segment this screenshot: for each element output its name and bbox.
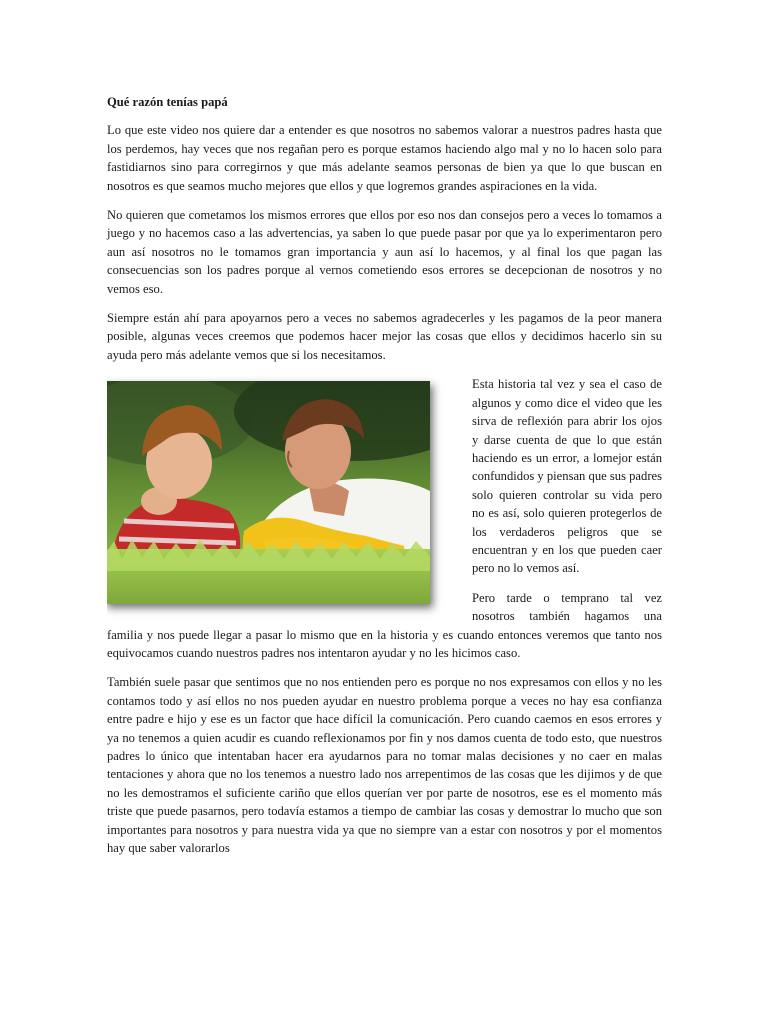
paragraph-2: No quieren que cometamos los mismos errores que ellos por eso nos dan consejos pero a veces lo tomamos a juego y no hacemos caso a las advertencias, ya saben lo que puede pasar por que ya lo experimentaron pero aun así nosotros no le tomamos gran importancia y aun así lo hacemos, y al final los que pagan las consecuencias son los padres porque al vernos cometiendo esos errores se decepcionan de nosotros y no vemos eso.	[107, 208, 662, 296]
figure-paragraph-1: Esta historia tal vez y sea el caso de algunos y como dice el video que les sirva de reflexión para abrir los ojos y darse cuenta de que lo que están haciendo es un error, a lomejor están confundidos y piensan que sus padres solo quieren controlar su vida pero no es así, solo quieren protegerlos de los verdaderos peligros que se encuentran y en los que pueden caer pero no lo vemos así.	[472, 377, 662, 576]
closing-paragraph: También suele pasar que sentimos que no nos entienden pero es porque no nos expresamos con ellos y no les contamos todo y así ellos no nos pueden ayudar en nuestro problema porque a veces no hay esa confianza entre padre e hijo y ese es un factor que hace difícil la comunicación. Pero cuando caemos en esos errores y ya no tenemos a quien acudir es cuando reflexionamos por fin y nos damos cuenta de todo esto, que nuestros padres lo único que intentaban hacer era ayudarnos para no tomar malas decisiones y no caer en malas tentaciones y ahora que no los tenemos a nuestro lado nos arrepentimos de las cosas que les dijimos y de que no les demostramos el suficiente cariño que ellos querían ver por parte de nosotros, ese es el momento más triste que puede pasarnos, pero todavía estamos a tiempo de cambiar las cosas y demostrar lo mucho que son importantes para nosotros y para nuestra vida ya que no siempre van a estar con nosotros y por el momentos hay que saber valorarlos	[107, 675, 662, 856]
figure-block	[107, 375, 662, 673]
figure-paragraph-2: Pero tarde o temprano tal vez nosotros también hagamos una familia y nos puede llegar a pasar lo mismo que en la historia y es cuando entonces veremos que tanto nos equivocamos cuando nuestros padres nos intentaron ayudar y no les hicimos caso.	[107, 590, 662, 660]
paragraph-3: Siempre están ahí para apoyarnos pero a veces no sabemos agradecerles y les pagamos de la peor manera posible, algunas veces creemos que podemos hacer mejor las cosas que ellos y decidimos hacerlo sin su ayuda pero más adelante vemos que si los necesitamos.	[107, 311, 662, 362]
paragraph-1: Lo que este video nos quiere dar a entender es que nosotros no sabemos valorar a nuestros padres hasta que los perdemos, hay veces que nos regañan pero es porque estamos haciendo algo mal y no lo hacen solo para fastidiarnos sino para corregirnos y que más adelante seamos personas de bien ya que lo que buscan en nosotros es que seamos mucho mejores que ellos y que logremos grandes aspiraciones en la vida.	[107, 123, 662, 193]
document-title: Qué razón tenías papá	[107, 95, 228, 109]
father-son-photo	[107, 381, 430, 604]
document-body	[107, 93, 662, 868]
